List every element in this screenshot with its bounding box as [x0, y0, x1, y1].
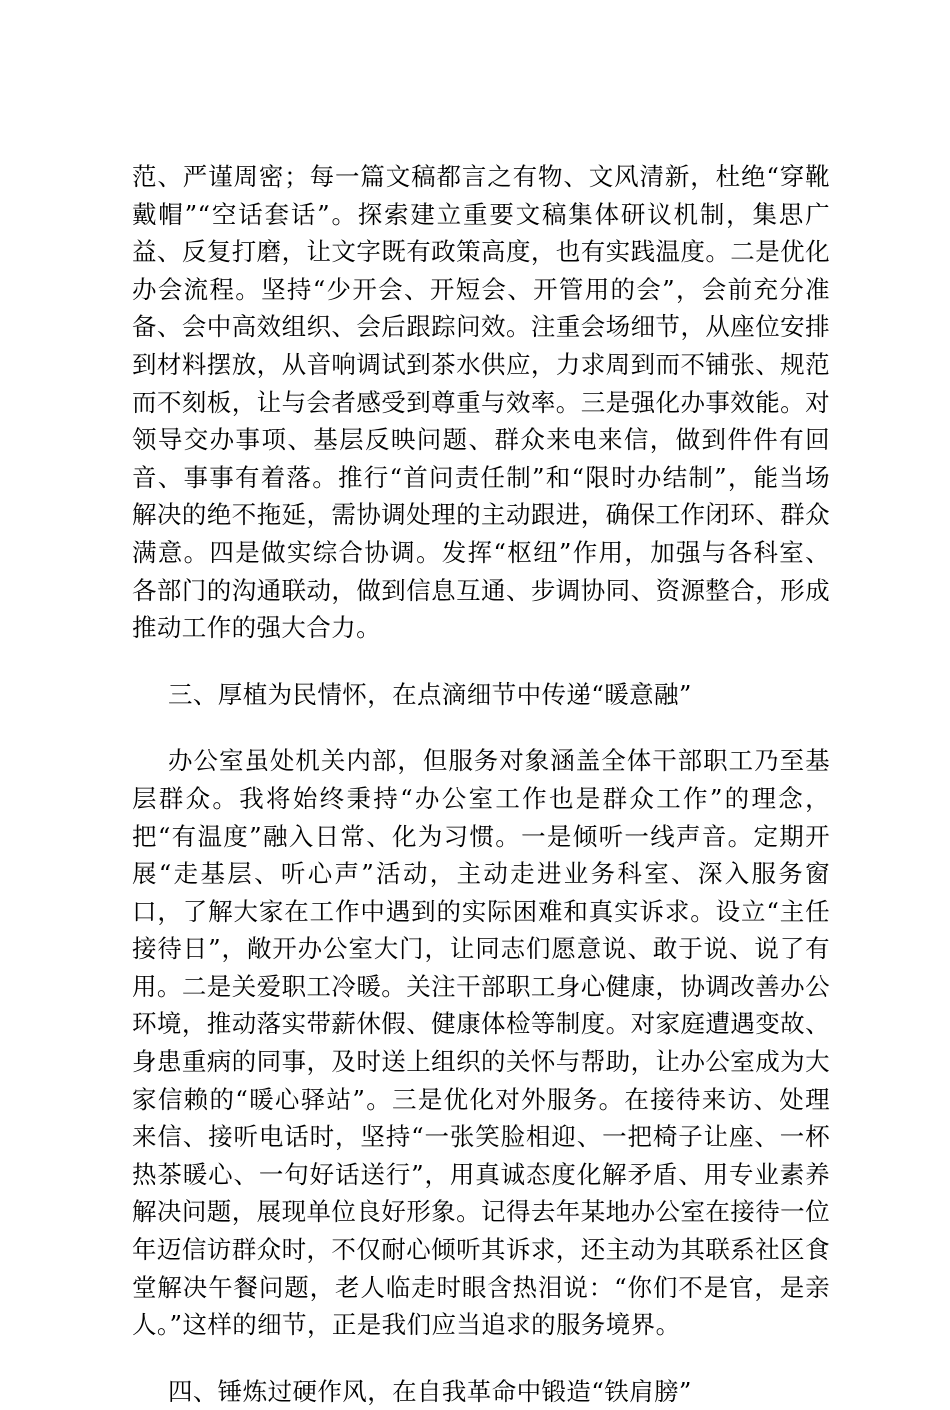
section-heading-4: 四、锤炼过硬作风，在自我革命中锻造“铁肩膀” — [168, 1376, 692, 1406]
paragraph-spacer — [132, 713, 830, 742]
paragraph-spacer — [132, 1344, 830, 1373]
section-heading-3: 三、厚植为民情怀，在点滴细节中传递“暖意融” — [168, 679, 692, 709]
document-body — [132, 158, 830, 1410]
body-paragraph-continued: 范、严谨周密；每一篇文稿都言之有物、文风清新，杜绝“穿靴戴帽”“空话套话”。探索建立重要文稿集体研议机制，集思广益、反复打磨，让文字既有政策高度，也有实践温度。二是优化办会流程。坚持“少开会、开短会、开管用的会”，会前充分准备、会中高效组织、会后跟踪问效。注重会场细节，从座位安排到材料摆放，从音响调试到茶水供应，力求周到而不铺张、规范而不刻板，让与会者感受到尊重与效率。三是强化办事效能。对领导交办事项、基层反映问题、群众来电来信，做到件件有回音、事事有着落。推行“首问责任制”和“限时办结制”，能当场解决的绝不拖延，需协调处理的主动跟进，确保工作闭环、群众满意。四是做实综合协调。发挥“枢纽”作用，加强与各科室、各部门的沟通联动，做到信息互通、步调协同、资源整合，形成推动工作的强大合力。 — [132, 162, 830, 643]
body-paragraph-section-3: 办公室虽处机关内部，但服务对象涵盖全体干部职工乃至基层群众。我将始终秉持“办公室工作也是群众工作”的理念，把“有温度”融入日常、化为习惯。一是倾听一线声音。定期开展“走基层、听心声”活动，主动走进业务科室、深入服务窗口，了解大家在工作中遇到的实际困难和真实诉求。设立“主任接待日”，敞开办公室大门，让同志们愿意说、敢于说、说了有用。二是关爱职工冷暖。关注干部职工身心健康，协调改善办公环境，推动落实带薪休假、健康体检等制度。对家庭遭遇变故、身患重病的同事，及时送上组织的关怀与帮助，让办公室成为大家信赖的“暖心驿站”。三是优化对外服务。在接待来访、处理来信、接听电话时，坚持“一张笑脸相迎、一把椅子让座、一杯热茶暖心、一句好话送行”，用真诚态度化解矛盾、用专业素养解决问题，展现单位良好形象。记得去年某地办公室在接待一位年迈信访群众时，不仅耐心倾听其诉求，还主动为其联系社区食堂解决午餐问题，老人临走时眼含热泪说：“你们不是官，是亲人。”这样的细节，正是我们应当追求的服务境界。 — [132, 746, 830, 1340]
paragraph-spacer — [132, 647, 830, 676]
